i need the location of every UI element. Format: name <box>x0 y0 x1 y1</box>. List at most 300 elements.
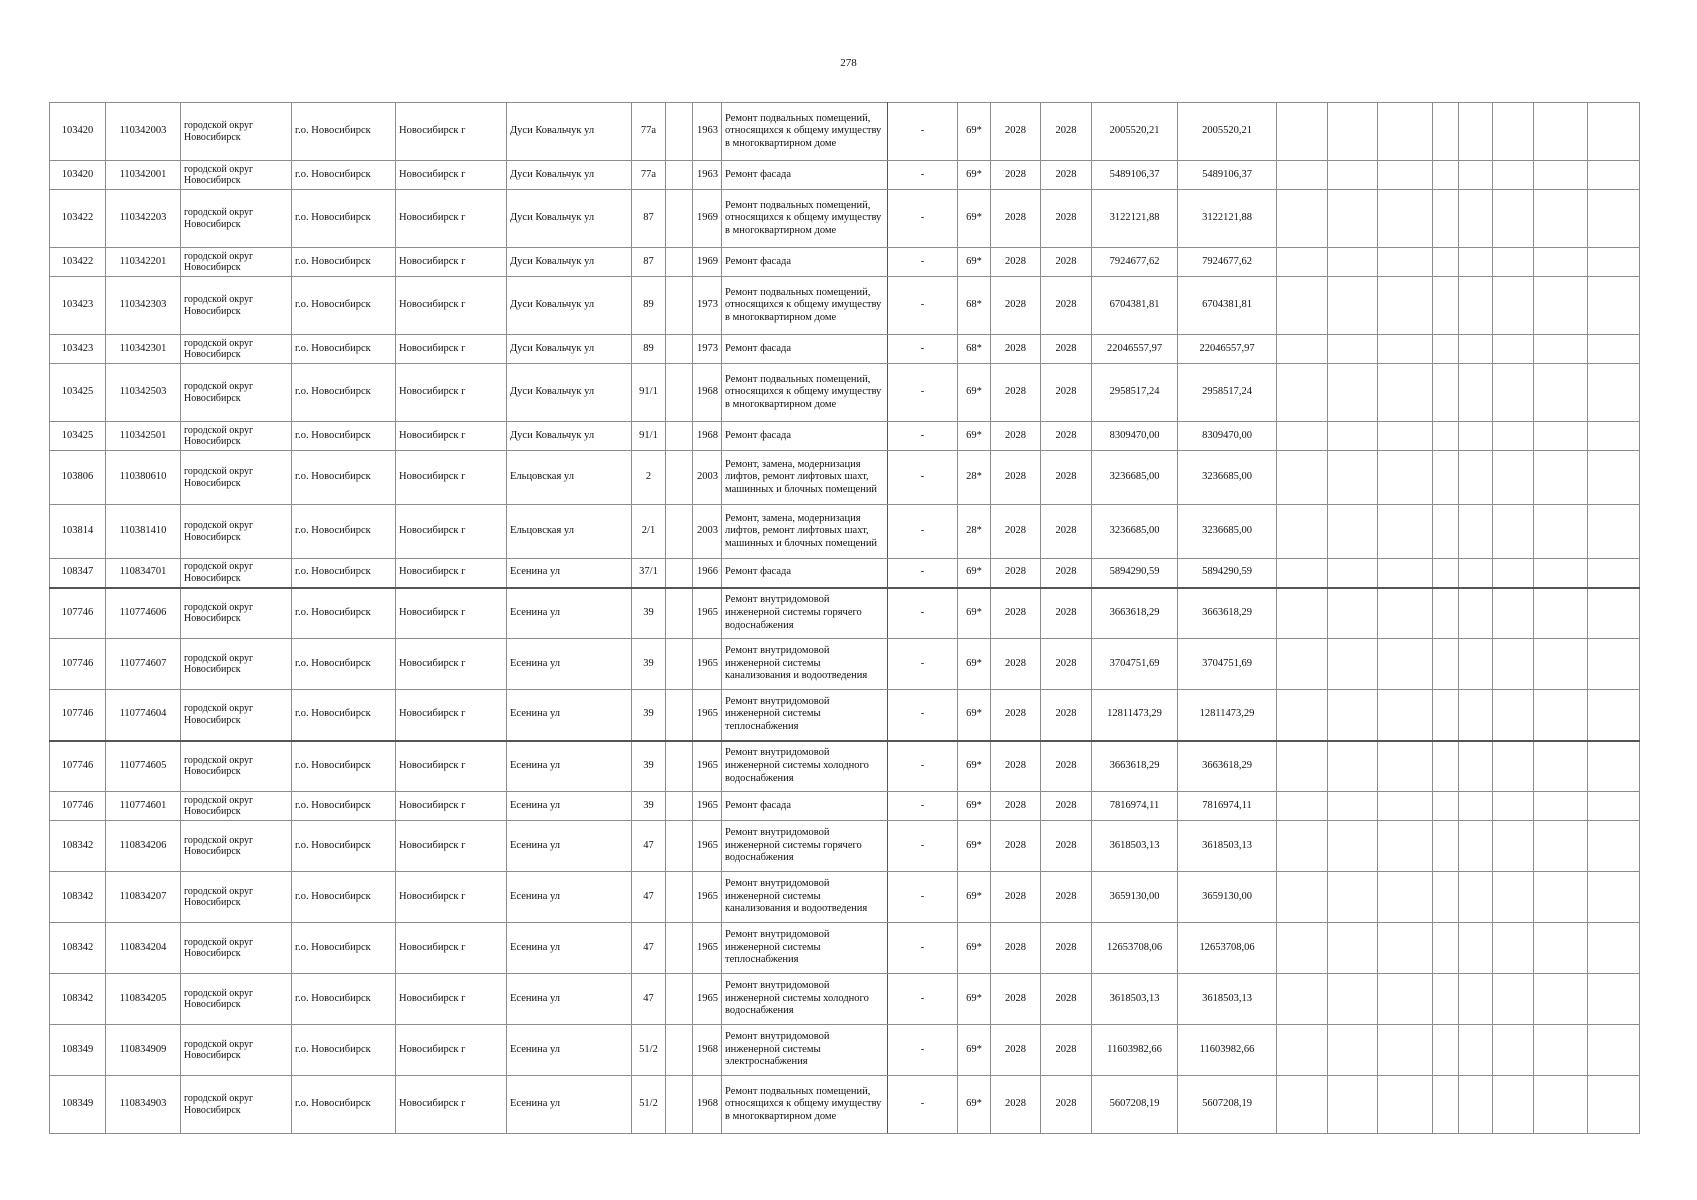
cell-code: 110342301 <box>106 335 181 364</box>
cell-work: Ремонт внутридомовой инженерной системы теплоснабжения <box>722 923 888 974</box>
cell-code: 110774607 <box>106 639 181 690</box>
cell-empty <box>1433 821 1459 872</box>
cell-house: 37/1 <box>632 559 666 588</box>
cell-year-to: 2028 <box>1041 103 1092 161</box>
cell-empty <box>1378 872 1433 923</box>
cell-empty <box>1378 1076 1433 1134</box>
table-row <box>50 190 1640 248</box>
cell-cost: 3236685,00 <box>1092 451 1178 505</box>
cell-code: 110774601 <box>106 792 181 821</box>
cell-empty <box>1459 277 1493 335</box>
cell-rate: 69* <box>958 364 991 422</box>
cell-empty <box>1277 335 1328 364</box>
cell-year-from: 2028 <box>991 872 1041 923</box>
cell-empty <box>1493 248 1534 277</box>
cell-empty <box>1328 974 1378 1025</box>
cell-empty <box>1534 821 1588 872</box>
cell-street: Дуси Ковальчук ул <box>507 422 632 451</box>
cell-year: 1973 <box>693 335 722 364</box>
cell-house: 91/1 <box>632 364 666 422</box>
cell-municipality: г.о. Новосибирск <box>292 639 396 690</box>
cell-empty <box>1534 364 1588 422</box>
cell-settlement: Новосибирск г <box>396 690 507 741</box>
cell-empty <box>1493 364 1534 422</box>
cell-settlement: Новосибирск г <box>396 974 507 1025</box>
cell-year-from: 2028 <box>991 248 1041 277</box>
cell-empty <box>1493 821 1534 872</box>
cell-id: 107746 <box>50 741 106 792</box>
cell-municipality: г.о. Новосибирск <box>292 690 396 741</box>
cell-dash: - <box>888 974 958 1025</box>
cell-total: 3663618,29 <box>1178 588 1277 639</box>
cell-year-to: 2028 <box>1041 792 1092 821</box>
cell-year-to: 2028 <box>1041 872 1092 923</box>
cell-house: 39 <box>632 639 666 690</box>
cell-settlement: Новосибирск г <box>396 364 507 422</box>
cell-settlement: Новосибирск г <box>396 277 507 335</box>
cell-cost: 5489106,37 <box>1092 161 1178 190</box>
cell-empty <box>1378 974 1433 1025</box>
cell-empty <box>1534 1076 1588 1134</box>
cell-empty <box>1378 792 1433 821</box>
cell-year-to: 2028 <box>1041 248 1092 277</box>
cell-total: 3236685,00 <box>1178 451 1277 505</box>
cell-year-to: 2028 <box>1041 690 1092 741</box>
cell-cost: 7924677,62 <box>1092 248 1178 277</box>
cell-empty <box>1534 335 1588 364</box>
cell-municipality: г.о. Новосибирск <box>292 588 396 639</box>
table-row <box>50 923 1640 974</box>
cell-area: городской округ Новосибирск <box>181 974 292 1025</box>
cell-year-from: 2028 <box>991 103 1041 161</box>
cell-settlement: Новосибирск г <box>396 422 507 451</box>
cell-code: 110342203 <box>106 190 181 248</box>
cell-total: 2958517,24 <box>1178 364 1277 422</box>
cell-building <box>666 1025 693 1076</box>
cell-municipality: г.о. Новосибирск <box>292 364 396 422</box>
cell-settlement: Новосибирск г <box>396 335 507 364</box>
cell-empty <box>1534 505 1588 559</box>
cell-empty <box>1328 559 1378 588</box>
cell-street: Дуси Ковальчук ул <box>507 335 632 364</box>
cell-id: 103425 <box>50 422 106 451</box>
cell-street: Есенина ул <box>507 821 632 872</box>
table-row <box>50 821 1640 872</box>
cell-empty <box>1328 1076 1378 1134</box>
cell-empty <box>1459 792 1493 821</box>
cell-empty <box>1588 451 1640 505</box>
cell-id: 103425 <box>50 364 106 422</box>
cell-year-to: 2028 <box>1041 161 1092 190</box>
cell-house: 39 <box>632 690 666 741</box>
cell-year: 1965 <box>693 974 722 1025</box>
cell-empty <box>1378 741 1433 792</box>
cell-municipality: г.о. Новосибирск <box>292 792 396 821</box>
cell-empty <box>1459 161 1493 190</box>
cell-code: 110834903 <box>106 1076 181 1134</box>
cell-empty <box>1328 1025 1378 1076</box>
table-row <box>50 248 1640 277</box>
cell-empty <box>1378 639 1433 690</box>
cell-building <box>666 422 693 451</box>
cell-id: 103420 <box>50 103 106 161</box>
cell-rate: 69* <box>958 792 991 821</box>
cell-municipality: г.о. Новосибирск <box>292 1025 396 1076</box>
cell-year: 1966 <box>693 559 722 588</box>
cell-empty <box>1534 639 1588 690</box>
cell-house: 77а <box>632 103 666 161</box>
cell-total: 11603982,66 <box>1178 1025 1277 1076</box>
cell-area: городской округ Новосибирск <box>181 639 292 690</box>
cell-work: Ремонт фасада <box>722 559 888 588</box>
cell-empty <box>1378 1025 1433 1076</box>
cell-building <box>666 103 693 161</box>
cell-empty <box>1534 1025 1588 1076</box>
cell-settlement: Новосибирск г <box>396 161 507 190</box>
cell-area: городской округ Новосибирск <box>181 1025 292 1076</box>
cell-municipality: г.о. Новосибирск <box>292 923 396 974</box>
cell-street: Есенина ул <box>507 639 632 690</box>
cell-empty <box>1277 923 1328 974</box>
cell-work: Ремонт подвальных помещений, относящихся к общему имуществу в многоквартирном доме <box>722 190 888 248</box>
cell-id: 107746 <box>50 792 106 821</box>
cell-municipality: г.о. Новосибирск <box>292 103 396 161</box>
table-body <box>50 103 1640 1134</box>
cell-building <box>666 974 693 1025</box>
cell-work: Ремонт внутридомовой инженерной системы канализования и водоотведения <box>722 872 888 923</box>
cell-code: 110342201 <box>106 248 181 277</box>
cell-empty <box>1277 248 1328 277</box>
cell-year: 1969 <box>693 248 722 277</box>
cell-total: 5489106,37 <box>1178 161 1277 190</box>
cell-empty <box>1433 248 1459 277</box>
cell-year-from: 2028 <box>991 422 1041 451</box>
cell-empty <box>1277 422 1328 451</box>
cell-dash: - <box>888 505 958 559</box>
cell-street: Дуси Ковальчук ул <box>507 161 632 190</box>
cell-rate: 69* <box>958 821 991 872</box>
page-number: 278 <box>840 57 857 69</box>
cell-empty <box>1588 277 1640 335</box>
cell-empty <box>1534 792 1588 821</box>
cell-code: 110342503 <box>106 364 181 422</box>
cell-cost: 2005520,21 <box>1092 103 1178 161</box>
cell-empty <box>1328 335 1378 364</box>
cell-house: 2 <box>632 451 666 505</box>
cell-settlement: Новосибирск г <box>396 588 507 639</box>
cell-building <box>666 559 693 588</box>
table-row <box>50 690 1640 741</box>
cell-year-to: 2028 <box>1041 923 1092 974</box>
cell-area: городской округ Новосибирск <box>181 821 292 872</box>
cell-empty <box>1459 451 1493 505</box>
cell-building <box>666 639 693 690</box>
cell-building <box>666 872 693 923</box>
cell-empty <box>1277 792 1328 821</box>
cell-year: 1969 <box>693 190 722 248</box>
cell-year-from: 2028 <box>991 505 1041 559</box>
cell-empty <box>1588 923 1640 974</box>
cell-year-from: 2028 <box>991 792 1041 821</box>
cell-work: Ремонт подвальных помещений, относящихся к общему имуществу в многоквартирном доме <box>722 103 888 161</box>
cell-cost: 3618503,13 <box>1092 821 1178 872</box>
cell-year-from: 2028 <box>991 451 1041 505</box>
cell-empty <box>1433 505 1459 559</box>
cell-code: 110774606 <box>106 588 181 639</box>
cell-code: 110342501 <box>106 422 181 451</box>
cell-empty <box>1328 821 1378 872</box>
cell-rate: 69* <box>958 872 991 923</box>
cell-id: 108349 <box>50 1025 106 1076</box>
cell-settlement: Новосибирск г <box>396 872 507 923</box>
cell-rate: 68* <box>958 277 991 335</box>
cell-empty <box>1588 505 1640 559</box>
cell-cost: 3663618,29 <box>1092 588 1178 639</box>
cell-rate: 69* <box>958 422 991 451</box>
cell-empty <box>1493 741 1534 792</box>
cell-id: 108342 <box>50 821 106 872</box>
cell-empty <box>1534 451 1588 505</box>
cell-building <box>666 505 693 559</box>
cell-empty <box>1493 923 1534 974</box>
cell-area: городской округ Новосибирск <box>181 923 292 974</box>
cell-empty <box>1588 639 1640 690</box>
cell-rate: 69* <box>958 974 991 1025</box>
cell-empty <box>1459 690 1493 741</box>
table-row <box>50 559 1640 588</box>
cell-settlement: Новосибирск г <box>396 821 507 872</box>
cell-empty <box>1588 161 1640 190</box>
cell-empty <box>1328 588 1378 639</box>
cell-empty <box>1277 1025 1328 1076</box>
cell-municipality: г.о. Новосибирск <box>292 505 396 559</box>
cell-empty <box>1378 161 1433 190</box>
cell-empty <box>1433 364 1459 422</box>
cell-street: Есенина ул <box>507 588 632 639</box>
cell-empty <box>1277 872 1328 923</box>
cell-empty <box>1534 741 1588 792</box>
cell-total: 7816974,11 <box>1178 792 1277 821</box>
cell-year-from: 2028 <box>991 1025 1041 1076</box>
cell-empty <box>1277 190 1328 248</box>
cell-year: 1965 <box>693 690 722 741</box>
cell-total: 3122121,88 <box>1178 190 1277 248</box>
cell-work: Ремонт внутридомовой инженерной системы холодного водоснабжения <box>722 974 888 1025</box>
cell-cost: 3663618,29 <box>1092 741 1178 792</box>
cell-year: 1965 <box>693 792 722 821</box>
cell-empty <box>1588 335 1640 364</box>
cell-area: городской округ Новосибирск <box>181 103 292 161</box>
cell-empty <box>1459 505 1493 559</box>
cell-area: городской округ Новосибирск <box>181 559 292 588</box>
cell-empty <box>1493 277 1534 335</box>
cell-street: Дуси Ковальчук ул <box>507 190 632 248</box>
cell-empty <box>1378 103 1433 161</box>
cell-id: 108349 <box>50 1076 106 1134</box>
cell-house: 47 <box>632 821 666 872</box>
cell-empty <box>1534 277 1588 335</box>
cell-year: 2003 <box>693 451 722 505</box>
cell-rate: 28* <box>958 505 991 559</box>
cell-empty <box>1459 248 1493 277</box>
cell-settlement: Новосибирск г <box>396 559 507 588</box>
cell-settlement: Новосибирск г <box>396 190 507 248</box>
cell-year-to: 2028 <box>1041 1076 1092 1134</box>
cell-code: 110381410 <box>106 505 181 559</box>
cell-work: Ремонт подвальных помещений, относящихся к общему имуществу в многоквартирном доме <box>722 1076 888 1134</box>
cell-cost: 8309470,00 <box>1092 422 1178 451</box>
cell-settlement: Новосибирск г <box>396 639 507 690</box>
cell-year-to: 2028 <box>1041 974 1092 1025</box>
cell-empty <box>1433 588 1459 639</box>
cell-building <box>666 1076 693 1134</box>
cell-cost: 3122121,88 <box>1092 190 1178 248</box>
cell-rate: 69* <box>958 1025 991 1076</box>
cell-empty <box>1433 639 1459 690</box>
cell-house: 2/1 <box>632 505 666 559</box>
cell-year: 2003 <box>693 505 722 559</box>
cell-settlement: Новосибирск г <box>396 741 507 792</box>
cell-house: 51/2 <box>632 1025 666 1076</box>
cell-cost: 11603982,66 <box>1092 1025 1178 1076</box>
cell-street: Есенина ул <box>507 923 632 974</box>
cell-house: 39 <box>632 741 666 792</box>
cell-empty <box>1459 103 1493 161</box>
cell-total: 7924677,62 <box>1178 248 1277 277</box>
cell-dash: - <box>888 422 958 451</box>
cell-empty <box>1493 974 1534 1025</box>
cell-work: Ремонт внутридомовой инженерной системы горячего водоснабжения <box>722 821 888 872</box>
cell-cost: 12653708,06 <box>1092 923 1178 974</box>
cell-year-to: 2028 <box>1041 741 1092 792</box>
cell-cost: 3618503,13 <box>1092 974 1178 1025</box>
cell-dash: - <box>888 588 958 639</box>
cell-work: Ремонт фасада <box>722 161 888 190</box>
cell-empty <box>1433 559 1459 588</box>
cell-id: 107746 <box>50 690 106 741</box>
capital-repair-table <box>49 102 1640 1134</box>
cell-year: 1965 <box>693 821 722 872</box>
cell-area: городской округ Новосибирск <box>181 190 292 248</box>
cell-building <box>666 741 693 792</box>
cell-dash: - <box>888 277 958 335</box>
cell-empty <box>1328 639 1378 690</box>
table-row <box>50 422 1640 451</box>
cell-empty <box>1433 103 1459 161</box>
cell-empty <box>1378 364 1433 422</box>
cell-id: 103422 <box>50 248 106 277</box>
cell-code: 110380610 <box>106 451 181 505</box>
cell-empty <box>1328 690 1378 741</box>
cell-id: 108342 <box>50 923 106 974</box>
cell-empty <box>1433 1076 1459 1134</box>
cell-dash: - <box>888 103 958 161</box>
cell-empty <box>1433 974 1459 1025</box>
cell-total: 3663618,29 <box>1178 741 1277 792</box>
cell-empty <box>1534 974 1588 1025</box>
cell-dash: - <box>888 690 958 741</box>
cell-building <box>666 277 693 335</box>
cell-year-from: 2028 <box>991 974 1041 1025</box>
cell-municipality: г.о. Новосибирск <box>292 277 396 335</box>
cell-empty <box>1378 559 1433 588</box>
cell-empty <box>1378 451 1433 505</box>
cell-street: Есенина ул <box>507 1076 632 1134</box>
cell-cost: 2958517,24 <box>1092 364 1178 422</box>
cell-year-from: 2028 <box>991 559 1041 588</box>
cell-empty <box>1588 559 1640 588</box>
cell-street: Ельцовская ул <box>507 505 632 559</box>
cell-empty <box>1277 103 1328 161</box>
cell-empty <box>1493 422 1534 451</box>
cell-empty <box>1588 872 1640 923</box>
cell-dash: - <box>888 821 958 872</box>
cell-code: 110342003 <box>106 103 181 161</box>
cell-work: Ремонт, замена, модернизация лифтов, ремонт лифтовых шахт, машинных и блочных помещений <box>722 451 888 505</box>
cell-street: Есенина ул <box>507 792 632 821</box>
cell-municipality: г.о. Новосибирск <box>292 1076 396 1134</box>
cell-empty <box>1277 690 1328 741</box>
cell-empty <box>1277 741 1328 792</box>
cell-id: 103814 <box>50 505 106 559</box>
cell-street: Дуси Ковальчук ул <box>507 364 632 422</box>
cell-empty <box>1378 588 1433 639</box>
cell-area: городской округ Новосибирск <box>181 690 292 741</box>
cell-total: 3659130,00 <box>1178 872 1277 923</box>
cell-municipality: г.о. Новосибирск <box>292 872 396 923</box>
cell-work: Ремонт фасада <box>722 422 888 451</box>
cell-cost: 5894290,59 <box>1092 559 1178 588</box>
cell-building <box>666 923 693 974</box>
cell-empty <box>1378 422 1433 451</box>
cell-house: 87 <box>632 190 666 248</box>
cell-settlement: Новосибирск г <box>396 1025 507 1076</box>
cell-empty <box>1378 923 1433 974</box>
cell-empty <box>1328 248 1378 277</box>
cell-code: 110834207 <box>106 872 181 923</box>
cell-empty <box>1277 1076 1328 1134</box>
cell-municipality: г.о. Новосибирск <box>292 451 396 505</box>
cell-dash: - <box>888 639 958 690</box>
cell-empty <box>1459 821 1493 872</box>
cell-id: 108342 <box>50 974 106 1025</box>
cell-work: Ремонт, замена, модернизация лифтов, ремонт лифтовых шахт, машинных и блочных помещений <box>722 505 888 559</box>
cell-house: 47 <box>632 923 666 974</box>
cell-empty <box>1493 792 1534 821</box>
cell-empty <box>1588 248 1640 277</box>
cell-empty <box>1433 741 1459 792</box>
cell-year-to: 2028 <box>1041 588 1092 639</box>
cell-street: Дуси Ковальчук ул <box>507 103 632 161</box>
cell-area: городской округ Новосибирск <box>181 792 292 821</box>
cell-code: 110774605 <box>106 741 181 792</box>
cell-rate: 69* <box>958 190 991 248</box>
cell-year: 1963 <box>693 103 722 161</box>
cell-empty <box>1588 103 1640 161</box>
cell-year: 1965 <box>693 588 722 639</box>
table-row <box>50 588 1640 639</box>
cell-rate: 69* <box>958 103 991 161</box>
cell-year-from: 2028 <box>991 190 1041 248</box>
table-row <box>50 505 1640 559</box>
cell-municipality: г.о. Новосибирск <box>292 422 396 451</box>
cell-empty <box>1534 190 1588 248</box>
cell-empty <box>1433 422 1459 451</box>
cell-street: Дуси Ковальчук ул <box>507 277 632 335</box>
cell-municipality: г.о. Новосибирск <box>292 559 396 588</box>
cell-rate: 69* <box>958 248 991 277</box>
cell-year-to: 2028 <box>1041 277 1092 335</box>
